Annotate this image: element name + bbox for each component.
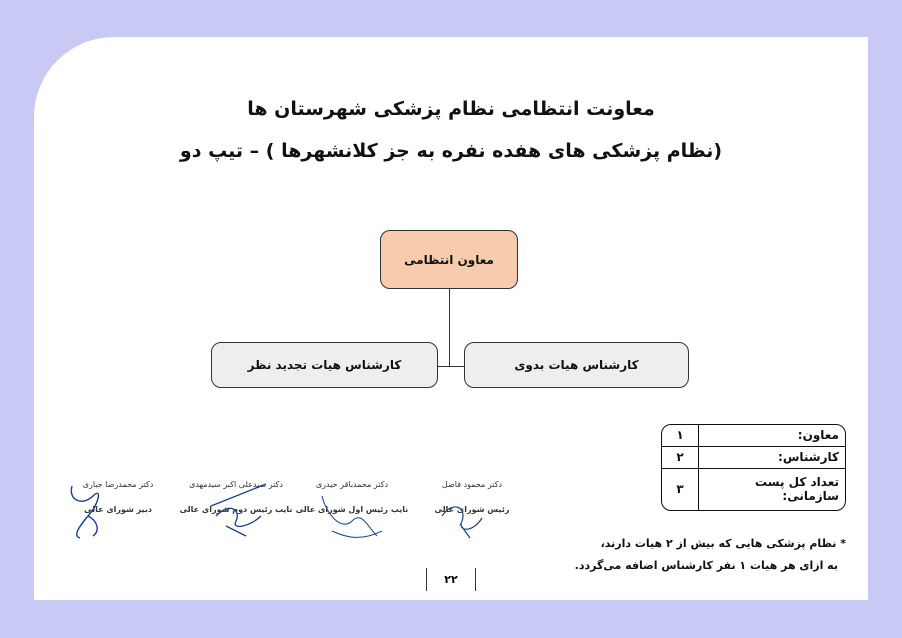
table-row	[662, 468, 845, 510]
org-box-deputy: معاون انتظامی	[380, 230, 518, 289]
signatory-role: نایب رئیس دوم شورای عالی	[179, 505, 293, 514]
signatory-role: رئیس شورای عالی	[434, 505, 510, 514]
footnote-line: به ازای هر هیات ۱ نفر کارشناس اضافه می‌گردد.	[574, 559, 838, 572]
summary-value: ۳	[662, 468, 699, 510]
connector-vertical	[449, 289, 450, 367]
summary-value: ۲	[662, 446, 699, 468]
summary-label: معاون:	[797, 428, 839, 443]
connector-horizontal	[438, 366, 464, 367]
signature-scribble-icon	[292, 476, 412, 546]
signatory-name: دکتر محمدباقر حیدری	[315, 480, 389, 489]
footnote-line: * نظام پزشکی هایی که بیش از ۲ هیات دارند،	[600, 537, 846, 550]
signatory-name: دکتر محمود فاضل	[441, 480, 503, 489]
table-row	[662, 425, 845, 446]
position-summary-table	[661, 424, 846, 511]
signature-block	[412, 476, 532, 546]
signature-block	[176, 476, 296, 546]
summary-label: تعداد کل پست سازمانی:	[699, 468, 846, 510]
org-box-appeal-expert: کارشناس هیات تجدید نظر	[211, 342, 438, 388]
signatory-name: دکتر سیدعلی اکبر سیدمهدی	[189, 480, 283, 489]
summary-label: کارشناس:	[699, 446, 846, 468]
signature-scribble-icon	[58, 476, 178, 546]
page-title: معاونت انتظامی نظام پزشکی شهرستان ها	[247, 98, 655, 120]
org-box-primary-expert: کارشناس هیات بدوی	[464, 342, 689, 388]
signature-block	[292, 476, 412, 546]
signatory-name: دکتر محمدرضا جباری	[82, 480, 154, 489]
page-number: ۲۲	[426, 568, 476, 591]
summary-value: ۱	[662, 425, 699, 446]
page-subtitle: (نظام پزشکی های هفده نفره به جز کلانشهرها ) – تیپ دو	[179, 140, 723, 162]
signature-scribble-icon	[412, 476, 532, 546]
footnote	[560, 533, 846, 577]
signatory-role: دبیر شورای عالی	[83, 505, 153, 514]
table-row	[662, 446, 845, 468]
signatory-role: نایب رئیس اول شورای عالی	[295, 505, 409, 514]
signature-block	[58, 476, 178, 546]
signature-scribble-icon	[176, 476, 296, 546]
